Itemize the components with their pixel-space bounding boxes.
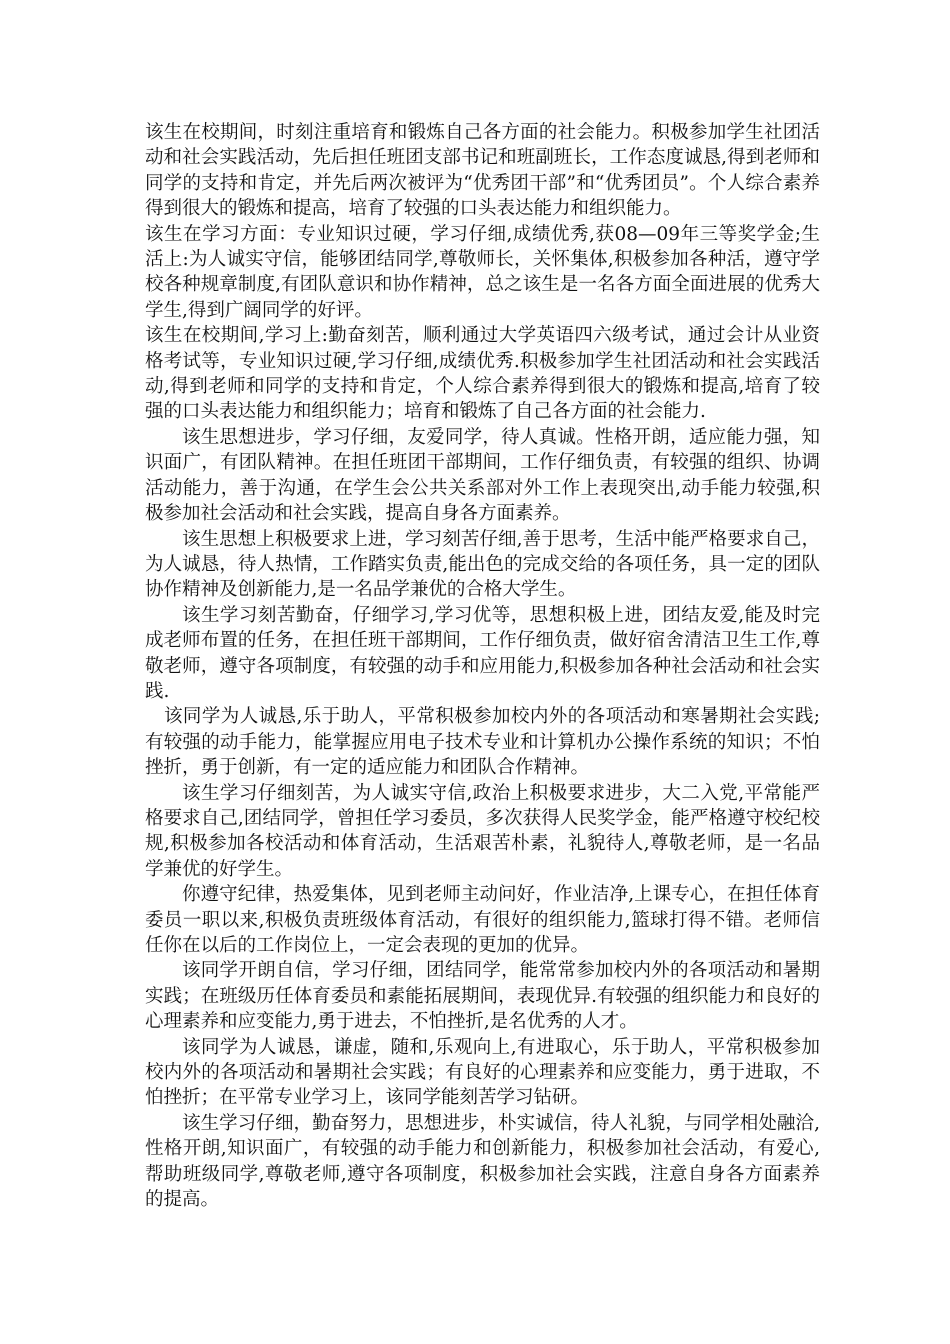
document-body — [145, 120, 820, 1212]
paragraph-7: 该同学为人诚恳,乐于助人，平常积极参加校内外的各项活动和寒暑期社会实践;有较强的动手能力，能掌握应用电子技术专业和计算机办公操作系统的知识；不怕挫折，勇于创新，有一定的适应能力和团队合作精神。 — [145, 706, 820, 779]
paragraph-4: 该生思想进步，学习仔细，友爱同学，待人真诚。性格开朗，适应能力强，知识面广，有团队精神。在担任班团干部期间，工作仔细负责，有较强的组织、协调活动能力，善于沟通，在学生会公共关系部对外工作上表现突出,动手能力较强,积极参加社会活动和社会实践，提高自身各方面素养。 — [145, 426, 820, 525]
paragraph-1: 该生在校期间，时刻注重培育和锻炼自己各方面的社会能力。积极参加学生社团活动和社会实践活动，先后担任班团支部书记和班副班长，工作态度诚恳,得到老师和同学的支持和肯定，并先后两次被评为“优秀团干部”和“优秀团员”。个人综合素养得到很大的锻炼和提高，培育了较强的口头表达能力和组织能力。 — [145, 122, 820, 220]
paragraph-2: 该生在学习方面：专业知识过硬，学习仔细,成绩优秀,获08—09年三等奖学金;生活上:为人诚实守信，能够团结同学,尊敬师长，关怀集体,积极参加各种活，遵守学校各种规章制度,有团队意识和协作精神，总之该生是一名各方面全面进展的优秀大学生,得到广阔同学的好评。 — [145, 223, 820, 321]
paragraph-11: 该同学为人诚恳，谦虚，随和,乐观向上,有进取心，乐于助人，平常积极参加校内外的各项活动和暑期社会实践；有良好的心理素养和应变能力，勇于进取，不怕挫折；在平常专业学习上，该同学能刻苦学习钻研。 — [145, 1036, 820, 1109]
paragraph-8: 该生学习仔细刻苦，为人诚实守信,政治上积极要求进步，大二入党,平常能严格要求自己,团结同学，曾担任学习委员，多次获得人民奖学金，能严格遵守校纪校规,积极参加各校活动和体育活动，生活艰苦朴素，礼貌待人,尊敬老师，是一名品学兼优的好学生。 — [145, 782, 820, 880]
paragraph-6: 该生学习刻苦勤奋，仔细学习,学习优等，思想积极上进，团结友爱,能及时完成老师布置的任务，在担任班干部期间，工作仔细负责，做好宿舍清洁卫生工作,尊敬老师，遵守各项制度，有较强的动手和应用能力,积极参加各种社会活动和社会实践. — [145, 604, 820, 702]
paragraph-10: 该同学开朗自信，学习仔细，团结同学，能常常参加校内外的各项活动和暑期实践；在班级历任体育委员和素能拓展期间，表现优异.有较强的组织能力和良好的心理素养和应变能力,勇于进去，不怕挫折,是名优秀的人才。 — [145, 960, 820, 1033]
paragraph-9: 你遵守纪律，热爱集体，见到老师主动问好，作业洁净,上课专心，在担任体育委员一职以来,积极负责班级体育活动，有很好的组织能力,篮球打得不错。老师信任你在以后的工作岗位上，一定会表现的更加的优异。 — [145, 884, 820, 956]
paragraph-12: 该生学习仔细，勤奋努力，思想进步，朴实诚信，待人礼貌，与同学相处融洽,性格开朗,知识面广，有较强的动手能力和创新能力，积极参加社会活动，有爱心,帮助班级同学,尊敬老师,遵守各项制度，积极参加社会实践，注意自身各方面素养的提高。 — [145, 1112, 820, 1211]
paragraph-3: 该生在校期间,学习上:勤奋刻苦，顺利通过大学英语四六级考试，通过会计从业资格考试等，专业知识过硬,学习仔细,成绩优秀.积极参加学生社团活动和社会实践活动,得到老师和同学的支持和肯定，个人综合素养得到很大的锻炼和提高,培育了较强的口头表达能力和组织能力；培育和锻炼了自己各方面的社会能力. — [145, 325, 820, 423]
paragraph-5: 该生思想上积极要求上进，学习刻苦仔细,善于思考，生活中能严格要求自己，为人诚恳，待人热情，工作踏实负责,能出色的完成交给的各项任务，具一定的团队协作精神及创新能力,是一名品学兼优的合格大学生。 — [145, 528, 820, 601]
